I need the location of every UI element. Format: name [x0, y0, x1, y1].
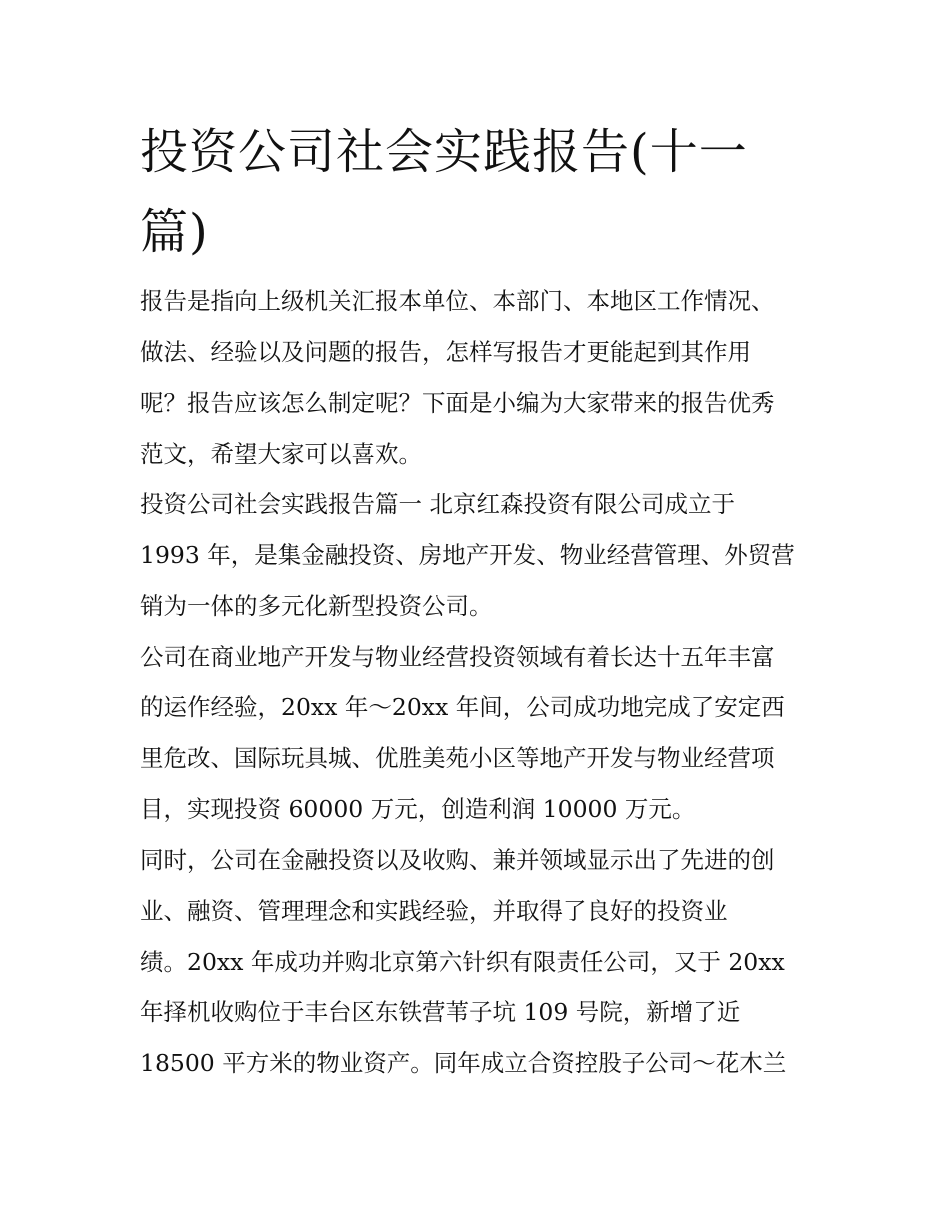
body-line: 目，实现投资 60000 万元，创造利润 10000 万元。	[140, 795, 696, 823]
body-line: 业、融资、管理理念和实践经验，并取得了良好的投资业	[140, 897, 728, 925]
body-line: 做法、经验以及问题的报告，怎样写报告才更能起到其作用	[140, 338, 751, 366]
body-line: 投资公司社会实践报告篇一 北京红森投资有限公司成立于	[140, 490, 735, 518]
body-line: 销为一体的多元化新型投资公司。	[140, 592, 493, 620]
body-line: 18500 平方米的物业资产。同年成立合资控股子公司～花木兰	[140, 1049, 787, 1077]
body-line: 同时，公司在金融投资以及收购、兼并领域显示出了先进的创	[140, 846, 775, 874]
body-line: 里危改、国际玩具城、优胜美苑小区等地产开发与物业经营项	[140, 744, 775, 772]
title-line: 篇)	[140, 204, 209, 260]
body-line: 1993 年，是集金融投资、房地产开发、物业经营管理、外贸营	[140, 541, 795, 569]
body-line: 绩。20xx 年成功并购北京第六针织有限责任公司，又于 20xx	[140, 948, 785, 976]
title-line: 投资公司社会实践报告(十一	[140, 124, 748, 180]
body-line: 的运作经验，20xx 年～20xx 年间，公司成功地完成了安定西	[140, 693, 785, 721]
body-line: 年择机收购位于丰台区东铁营苇子坑 109 号院，新增了近	[140, 998, 741, 1026]
body-line: 范文，希望大家可以喜欢。	[140, 440, 422, 468]
body-line: 报告是指向上级机关汇报本单位、本部门、本地区工作情况、	[140, 287, 775, 315]
body-line: 呢？报告应该怎么制定呢？下面是小编为大家带来的报告优秀	[140, 389, 775, 417]
document-title	[140, 112, 820, 272]
body-line: 公司在商业地产开发与物业经营投资领域有着长达十五年丰富	[140, 643, 775, 671]
